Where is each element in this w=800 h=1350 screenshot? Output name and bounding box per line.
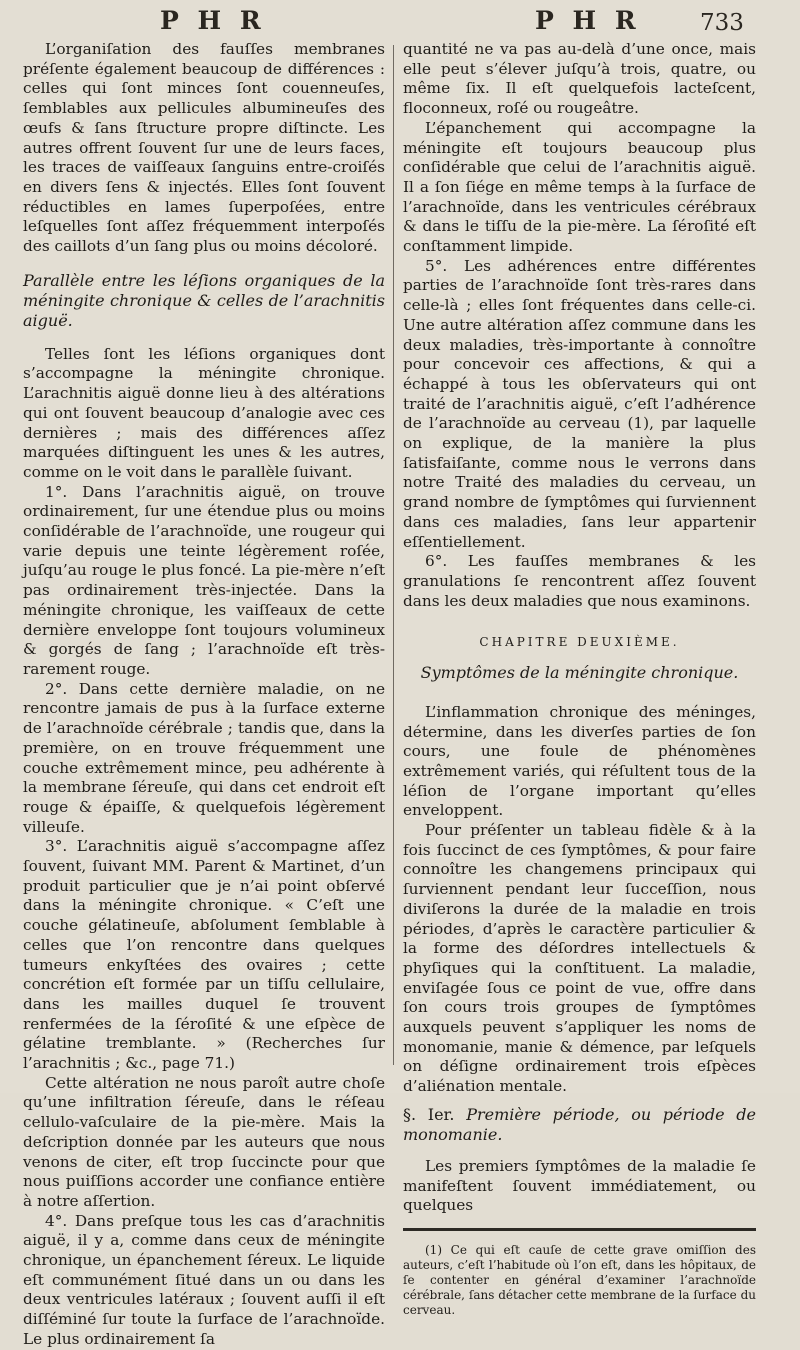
column-divider — [393, 45, 394, 1065]
paragraph: L’épanchement qui accompagne la méningite eſt toujours beaucoup plus conſidérable que celui de l’arachnitis aiguë. Il a ſon ſiége en même temps à la ſurface de l’arachnoïde, dans les ventricules cérébraux & dans le tiſſu de la pie-mère. La ſéroſité eſt conſtamment limpide. — [403, 118, 756, 256]
right-column — [403, 40, 756, 1318]
left-column — [23, 40, 385, 1350]
footnote: (1) Ce qui eſt cauſe de cette grave omiſſion des auteurs, c’eſt l’habitude où l’on eſt, dans les hôpitaux, de ſe contenter en général d’examiner l’arachnoïde cérébrale, ſans détacher cette membrane de la ſurface du cerveau. — [403, 1242, 756, 1317]
left-running-head: P H R — [160, 6, 266, 35]
paragraph: L’organiſation des fauſſes membranes préſente également beaucoup de différences : celles qui ſont minces ſont couenneuſes, ſemblables aux pellicules albumineuſes des œufs & ſans ſtructure propre diſtincte. Les autres offrent ſouvent ſur une de leurs faces, les traces de vaiſſeaux ſanguins entre-croiſés en divers ſens & injectés. Elles ſont ſouvent réductibles en lames ſuperpoſées, entre leſquelles ſont aſſez fréquemment interpoſés des caillots d’un ſang plus ou moins décoloré. — [23, 40, 385, 256]
paragraph: 4°. Dans preſque tous les cas d’arachnitis aiguë, il y a, comme dans ceux de méningite chronique, un épanchement ſéreux. Le liquide eſt communément ſitué dans un ou dans les deux ventricules latéraux ; ſouvent auſſi il eſt diſſéminé ſur toute la ſurface de l’arachnoïde. Le plus ordinairement ſa — [23, 1211, 385, 1348]
paragraph: 5°. Les adhérences entre différentes parties de l’arachnoïde ſont très-rares dans celle-là ; elles ſont fréquentes dans celle-ci. Une autre altération aſſez commune dans les deux maladies, très-importante à connoître pour concevoir ces affections, & qui a échappé à tous les obſervateurs qui ont traité de l’arachnitis aiguë, c’eſt l’adhérence de l’arachnoïde au cerveau (1), par laquelle on explique, de la manière la plus ſatisfaiſante, comme nous le verrons dans notre Traité des maladies du cerveau, un grand nombre de ſymptômes qui ſurviennent dans ces maladies, ſans leur appartenir eſſentiellement. — [403, 256, 756, 551]
section-title-text: Première période, ou période de monomanie. — [403, 1104, 757, 1144]
paragraph: L’inflammation chronique des méninges, détermine, dans les diverſes parties de ſon cours, une foule de phénomènes extrêmement variés, qui réſultent tous de la léſion de l’organe important qu’elles enveloppent. — [403, 702, 756, 820]
paragraph: 3°. L’arachnitis aiguë s’accompagne aſſez ſouvent, ſuivant MM. Parent & Martinet, d’un produit particulier que je n’ai point obſervé dans la méningite chronique. « C’eſt une couche gélatineuſe, abſolument ſemblable à celles que l’on rencontre dans quelques tumeurs enkyſtées des ovaires ; cette concrétion eſt formée par un tiſſu cellulaire, dans les mailles duquel ſe trouvent renfermées de la ſéroſité & une eſpèce de gélatine tremblante. » (Recherches ſur l’arachnitis ; &c., page 71.) — [23, 837, 385, 1073]
paragraph: 2°. Dans cette dernière maladie, on ne rencontre jamais de pus à la ſurface externe de l’arachnoïde cérébrale ; tandis que, dans la première, on en trouve fréquemment une couche extrêmement mince, peu adhérente à la membrane ſéreuſe, qui dans cet endroit eſt rouge & épaiſſe, & quelquefois légèrement villeuſe. — [23, 679, 385, 836]
section-heading: Parallèle entre les léſions organiques de la méningite chronique & celles de l’arachnitis aiguë. — [23, 270, 385, 330]
paragraph: Cette altération ne nous paroît autre choſe qu’une infiltration ſéreuſe, dans le réſeau cellulo-vaſculaire de la pie-mère. Mais la deſcription donnée par les auteurs que nous venons de citer, eſt trop ſuccincte pour que nous puiſſions accorder une confiance entière à notre aſſertion. — [23, 1073, 385, 1210]
paragraph: quantité ne va pas au-delà d’une once, mais elle peut s’élever juſqu’à trois, quatre, ou même ſix. Il eſt quelquefois lactеſcent, floconneux, roſé ou rougeâtre. — [403, 40, 756, 118]
right-running-head: P H R — [535, 6, 641, 35]
footnote-rule — [403, 1228, 756, 1231]
chapter-subtitle: Symptômes de la méningite chronique. — [420, 663, 739, 683]
paragraph: Pour préſenter un tableau fidèle & à la fois ſuccinct de ces ſymptômes, & pour faire connoître les changemens principaux qui ſurviennent pendant leur ſucceſſion, nous diviſerons la durée de la maladie en trois périodes, d’après le caractère particulier & la forme des déſordres intellectuels & phyſiques qui la conſtituent. La maladie, enviſagée ſous ce point de vue, offre dans ſon cours trois groupes de ſymptômes auxquels peuvent s’appliquer les noms de monomanie, manie & démence, par leſquels on déſigne ordinairement trois eſpèces d’aliénation mentale. — [403, 821, 756, 1096]
paragraph: Les premiers ſymptômes de la maladie ſe manifeſtent ſouvent immédiatement, ou quelques — [403, 1156, 756, 1215]
page-number: 733 — [700, 10, 744, 36]
paragraph: 1°. Dans l’arachnitis aiguë, on trouve ordinairement, ſur une étendue plus ou moins conſidérable de l’arachnoïde, une rougeur qui varie depuis une teinte légèrement roſée, juſqu’au rouge le plus foncé. La pie-mère n’eſt pas ordinairement très-injectée. Dans la méningite chronique, les vaiſſeaux de cette dernière enveloppe ſont toujours volumineux & gorgés de ſang ; l’arachnoïde eſt très-rarement rouge. — [23, 482, 385, 678]
section-title — [403, 1105, 756, 1145]
paragraph: 6°. Les fauſſes membranes & les granulations ſe rencontrent aſſez ſouvent dans les deux maladies que nous examinons. — [403, 552, 756, 610]
paragraph: Telles ſont les léſions organiques dont s’accompagne la méningite chronique. L’arachnitis aiguë donne lieu à des altérations qui ont ſouvent beaucoup d’analogie avec ces dernières ; mais des différences aſſez marquées diſtinguent les unes & les autres, comme on le voit dans le parallèle ſuivant. — [23, 344, 385, 481]
section-mark: §. Ier. — [403, 1104, 455, 1124]
chapter-title: CHAPITRE DEUXIÈME. — [479, 635, 680, 650]
page-header — [0, 0, 800, 42]
